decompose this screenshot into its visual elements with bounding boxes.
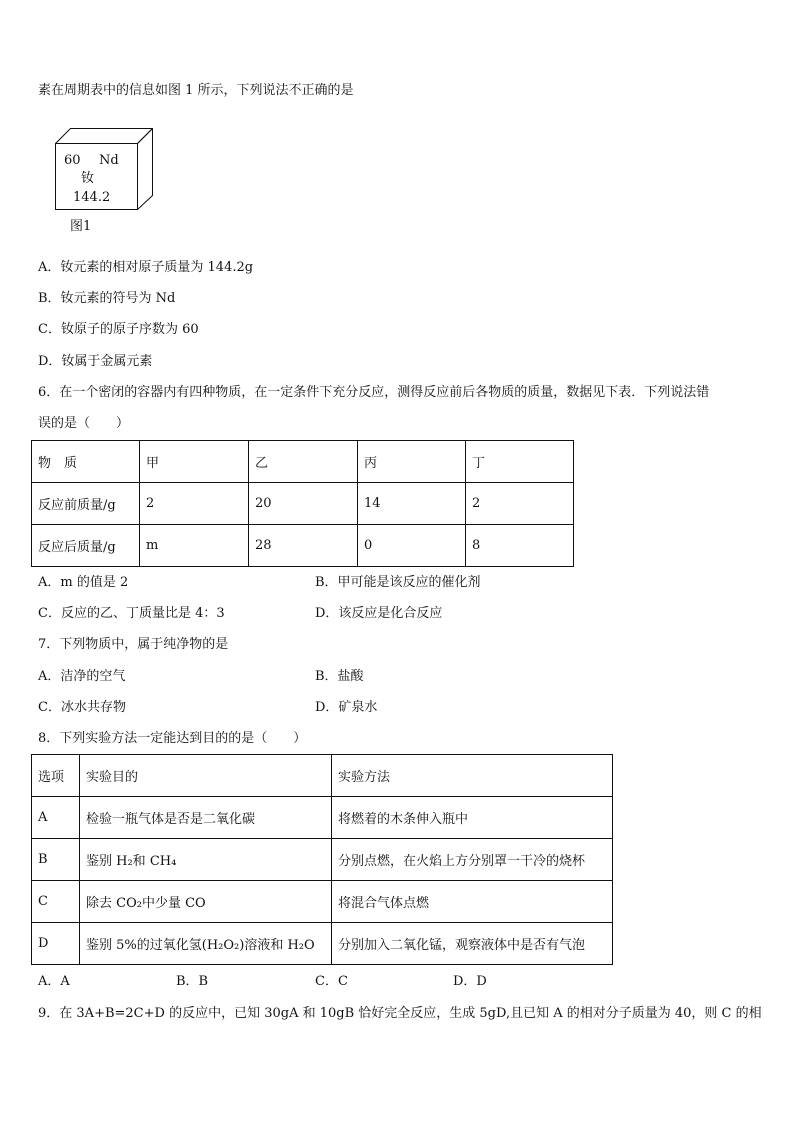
table-cell: 选项 xyxy=(32,755,80,797)
element-card xyxy=(55,128,153,210)
table-cell: A xyxy=(32,797,80,839)
table-header-row xyxy=(32,755,613,797)
table-cell: 物 质 xyxy=(32,441,140,483)
table-cell: 实验方法 xyxy=(332,755,613,797)
table-cell: 将燃着的木条伸入瓶中 xyxy=(332,797,613,839)
q6-option-d: D．该反应是化合反应 xyxy=(315,606,443,621)
element-name: 钕 xyxy=(81,171,95,186)
table-cell: 28 xyxy=(249,525,358,567)
q5-option-a: A．钕元素的相对原子质量为 144.2g xyxy=(38,260,254,275)
q8-option-a: A．A xyxy=(38,974,70,989)
q5-stem: 素在周期表中的信息如图 1 所示，下列说法不正确的是 xyxy=(38,83,354,98)
figure-caption: 图1 xyxy=(70,219,92,234)
element-mass: 144.2 xyxy=(73,190,111,205)
table-cell: 分别点燃，在火焰上方分别罩一干冷的烧杯 xyxy=(332,839,613,881)
table-cell: m xyxy=(140,525,249,567)
table-cell: 20 xyxy=(249,483,358,525)
q8-method-table xyxy=(31,754,613,965)
table-cell: 检验一瓶气体是否是二氧化碳 xyxy=(80,797,332,839)
q6-option-c: C．反应的乙、丁质量比是 4：3 xyxy=(38,606,225,621)
table-cell: 0 xyxy=(358,525,466,567)
table-cell: 除去 CO₂中少量 CO xyxy=(80,881,332,923)
table-row xyxy=(32,483,574,525)
table-cell: 分别加入二氧化锰，观察液体中是否有气泡 xyxy=(332,923,613,965)
table-row xyxy=(32,839,613,881)
table-cell: C xyxy=(32,881,80,923)
table-row xyxy=(32,881,613,923)
table-cell: 实验目的 xyxy=(80,755,332,797)
table-cell: 8 xyxy=(466,525,574,567)
q6-stem-line1: 6．在一个密闭的容器内有四种物质，在一定条件下充分反应，测得反应前后各物质的质量，数据见下表．下列说法错 xyxy=(38,385,710,400)
table-cell: 丁 xyxy=(466,441,574,483)
q8-stem: 8．下列实验方法一定能达到目的的是（ ） xyxy=(38,731,307,746)
q7-stem: 7．下列物质中，属于纯净物的是 xyxy=(38,637,229,652)
table-row xyxy=(32,797,613,839)
q6-stem-line2: 误的是（ ） xyxy=(38,416,130,431)
table-row xyxy=(32,525,574,567)
q7-option-c: C．冰水共存物 xyxy=(38,700,126,715)
q6-option-b: B．甲可能是该反应的催化剂 xyxy=(315,575,481,590)
table-cell: 鉴别 H₂和 CH₄ xyxy=(80,839,332,881)
q8-option-b: B．B xyxy=(176,974,209,989)
table-cell: 2 xyxy=(466,483,574,525)
table-cell: B xyxy=(32,839,80,881)
element-symbol: Nd xyxy=(99,153,119,168)
table-cell: 鉴别 5%的过氧化氢(H₂O₂)溶液和 H₂O xyxy=(80,923,332,965)
table-cell: 2 xyxy=(140,483,249,525)
q5-option-d: D．钕属于金属元素 xyxy=(38,354,153,369)
table-cell: 乙 xyxy=(249,441,358,483)
table-cell: 将混合气体点燃 xyxy=(332,881,613,923)
q7-option-a: A．洁净的空气 xyxy=(38,669,126,684)
q8-option-c: C．C xyxy=(315,974,348,989)
table-cell: 反应后质量/g xyxy=(32,525,140,567)
table-cell: 丙 xyxy=(358,441,466,483)
table-cell: 甲 xyxy=(140,441,249,483)
q6-data-table xyxy=(31,440,574,567)
q7-option-b: B．盐酸 xyxy=(315,669,364,684)
q7-option-d: D．矿泉水 xyxy=(315,700,378,715)
q8-option-d: D．D xyxy=(453,974,487,989)
table-cell: 反应前质量/g xyxy=(32,483,140,525)
table-cell: 14 xyxy=(358,483,466,525)
element-number: 60 xyxy=(64,153,81,168)
table-header-row xyxy=(32,441,574,483)
table-row xyxy=(32,923,613,965)
table-cell: D xyxy=(32,923,80,965)
q9-stem: 9．在 3A+B=2C+D 的反应中，已知 30gA 和 10gB 恰好完全反应，生成 5gD,且已知 A 的相对分子质量为 40，则 C 的相 xyxy=(38,1006,762,1021)
q5-option-b: B．钕元素的符号为 Nd xyxy=(38,291,176,306)
q5-option-c: C．钕原子的原子序数为 60 xyxy=(38,322,199,337)
q6-option-a: A．m 的值是 2 xyxy=(38,575,129,590)
